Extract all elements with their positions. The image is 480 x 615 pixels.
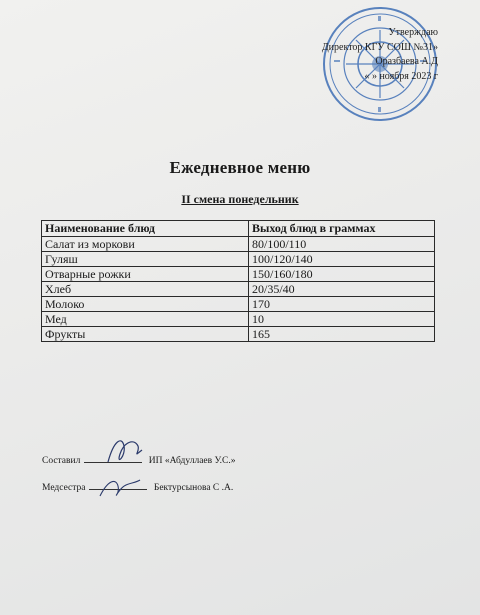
column-header-portion: Выход блюд в граммах	[249, 221, 435, 237]
nurse-name: Бектурсынова С .А.	[153, 483, 234, 493]
approval-line-4: « » ноября 2023 г	[364, 70, 438, 82]
table-row	[42, 282, 435, 297]
approval-line-1: Утверждаю	[388, 27, 438, 38]
column-header-dish: Наименование блюд	[42, 221, 249, 237]
dish-name: Фрукты	[42, 327, 249, 342]
handwritten-signature	[96, 474, 144, 504]
table-header-row	[42, 221, 435, 237]
composer-name: ИП «Абдуллаев У.С.»	[148, 456, 236, 466]
approval-line-2: Директор КГУ СОШ №31»	[321, 41, 438, 53]
dish-portion: 80/100/110	[249, 237, 435, 252]
nurse-label: Медсестра	[42, 483, 86, 493]
page-title: Ежедневное меню	[169, 158, 311, 177]
menu-table	[41, 220, 435, 342]
table-row	[42, 237, 435, 252]
dish-portion: 165	[249, 327, 435, 342]
dish-name: Молоко	[42, 297, 249, 312]
approval-block	[288, 26, 438, 84]
page-subtitle: II смена понедельник	[181, 192, 299, 206]
dish-portion: 10	[249, 312, 435, 327]
table-row	[42, 297, 435, 312]
composer-label: Составил	[42, 456, 81, 466]
approval-line-3: Оразбаева А.Д	[375, 56, 438, 67]
table-row	[42, 252, 435, 267]
dish-name: Гуляш	[42, 252, 249, 267]
dish-name: Салат из моркови	[42, 237, 249, 252]
dish-name: Отварные рожки	[42, 267, 249, 282]
handwritten-signature	[104, 432, 148, 472]
dish-portion: 100/120/140	[249, 252, 435, 267]
table-row	[42, 327, 435, 342]
dish-name: Хлеб	[42, 282, 249, 297]
table-row	[42, 267, 435, 282]
dish-portion: 150/160/180	[249, 267, 435, 282]
dish-portion: 170	[249, 297, 435, 312]
dish-portion: 20/35/40	[249, 282, 435, 297]
dish-name: Мед	[42, 312, 249, 327]
table-row	[42, 312, 435, 327]
